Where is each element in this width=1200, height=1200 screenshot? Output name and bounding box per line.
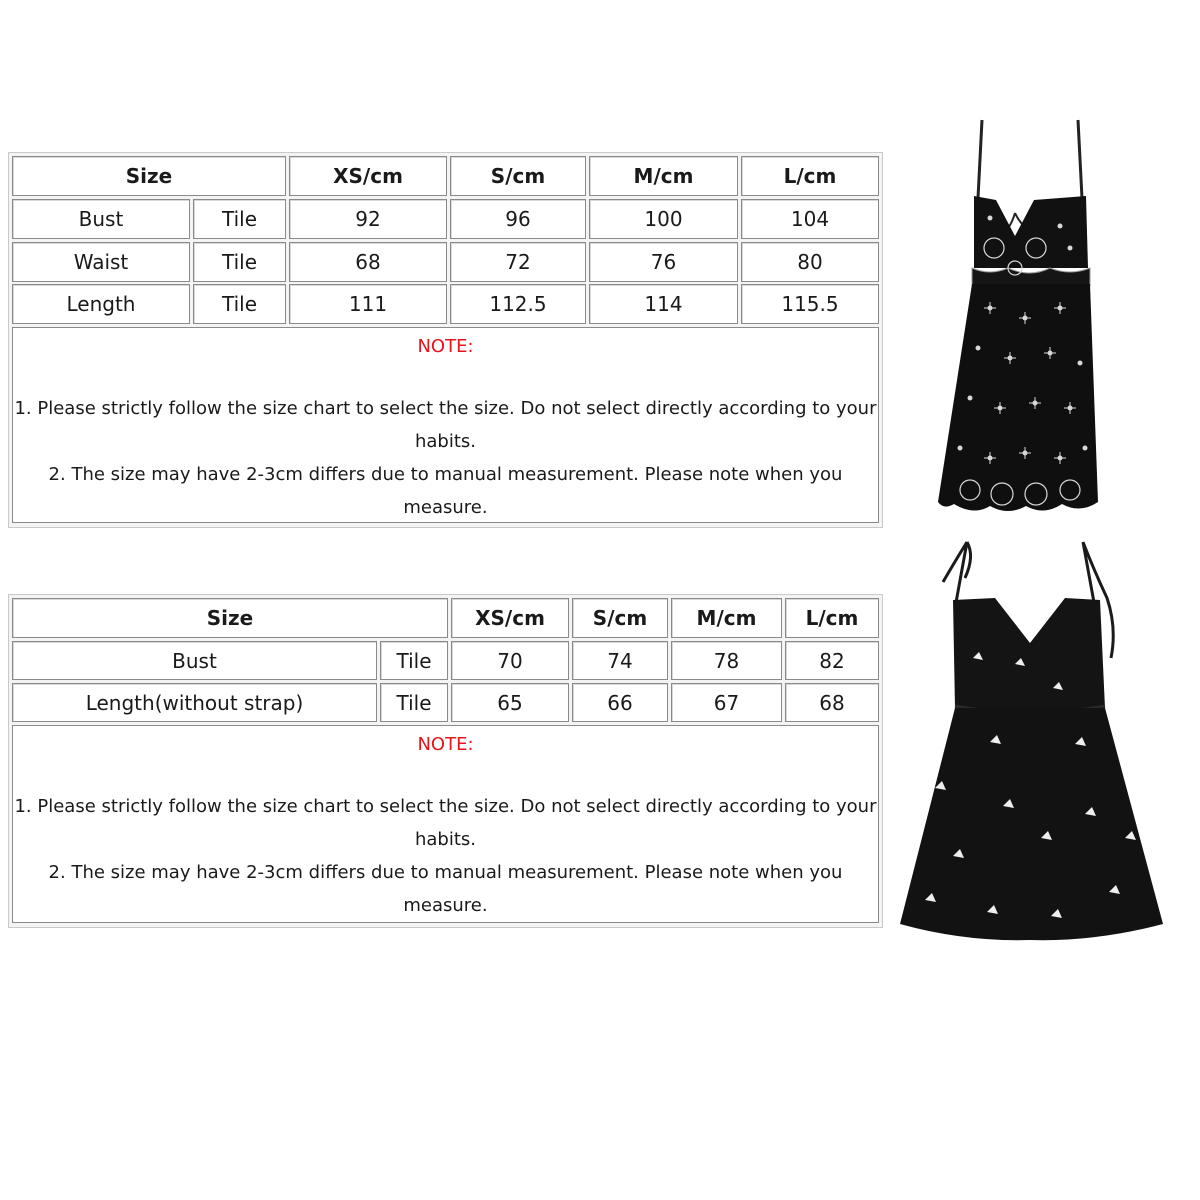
midi-dress-embroidered-photo [930,118,1100,518]
value-cell: 100 [589,199,738,239]
header-xs: XS/cm [289,156,447,196]
value-cell: 66 [572,683,668,722]
note-title: NOTE: [417,336,474,357]
header-m: M/cm [589,156,738,196]
value-cell: 67 [671,683,782,722]
value-cell: 104 [741,199,879,239]
size-chart-1 [8,152,883,528]
size-chart-2 [8,594,883,928]
mini-dress-tie-strap-photo [895,538,1170,943]
header-size: Size [12,598,448,638]
note-title: NOTE: [417,734,474,755]
row-label-bust: Bust [12,199,190,239]
size-note [12,725,879,923]
value-cell: 70 [451,641,569,680]
value-cell: 114 [589,284,738,324]
header-l: L/cm [785,598,879,638]
value-cell: 65 [451,683,569,722]
value-cell: 80 [741,242,879,282]
header-size: Size [12,156,286,196]
header-s: S/cm [572,598,668,638]
value-cell: 68 [785,683,879,722]
row-label-length: Length(without strap) [12,683,377,722]
note-line: 1. Please strictly follow the size chart to select the size. Do not select directly according to your [14,398,877,419]
note-line: 2. The size may have 2-3cm differs due to manual measurement. Please note when you [48,862,843,883]
value-cell: 96 [450,199,586,239]
value-cell: 78 [671,641,782,680]
row-method: Tile [380,641,448,680]
value-cell: 74 [572,641,668,680]
note-line: habits. [414,829,477,850]
row-method: Tile [193,242,286,282]
value-cell: 111 [289,284,447,324]
note-line: measure. [403,895,488,916]
value-cell: 82 [785,641,879,680]
row-method: Tile [380,683,448,722]
note-line: 1. Please strictly follow the size chart to select the size. Do not select directly according to your [14,796,877,817]
row-label-length: Length [12,284,190,324]
size-note [12,327,879,523]
value-cell: 76 [589,242,738,282]
header-l: L/cm [741,156,879,196]
header-s: S/cm [450,156,586,196]
row-method: Tile [193,284,286,324]
row-label-waist: Waist [12,242,190,282]
value-cell: 92 [289,199,447,239]
value-cell: 115.5 [741,284,879,324]
value-cell: 112.5 [450,284,586,324]
value-cell: 68 [289,242,447,282]
header-xs: XS/cm [451,598,569,638]
row-label-bust: Bust [12,641,377,680]
note-line: 2. The size may have 2-3cm differs due to manual measurement. Please note when you [48,464,843,485]
row-method: Tile [193,199,286,239]
header-m: M/cm [671,598,782,638]
note-line: habits. [414,431,477,452]
note-line: measure. [403,497,488,518]
value-cell: 72 [450,242,586,282]
